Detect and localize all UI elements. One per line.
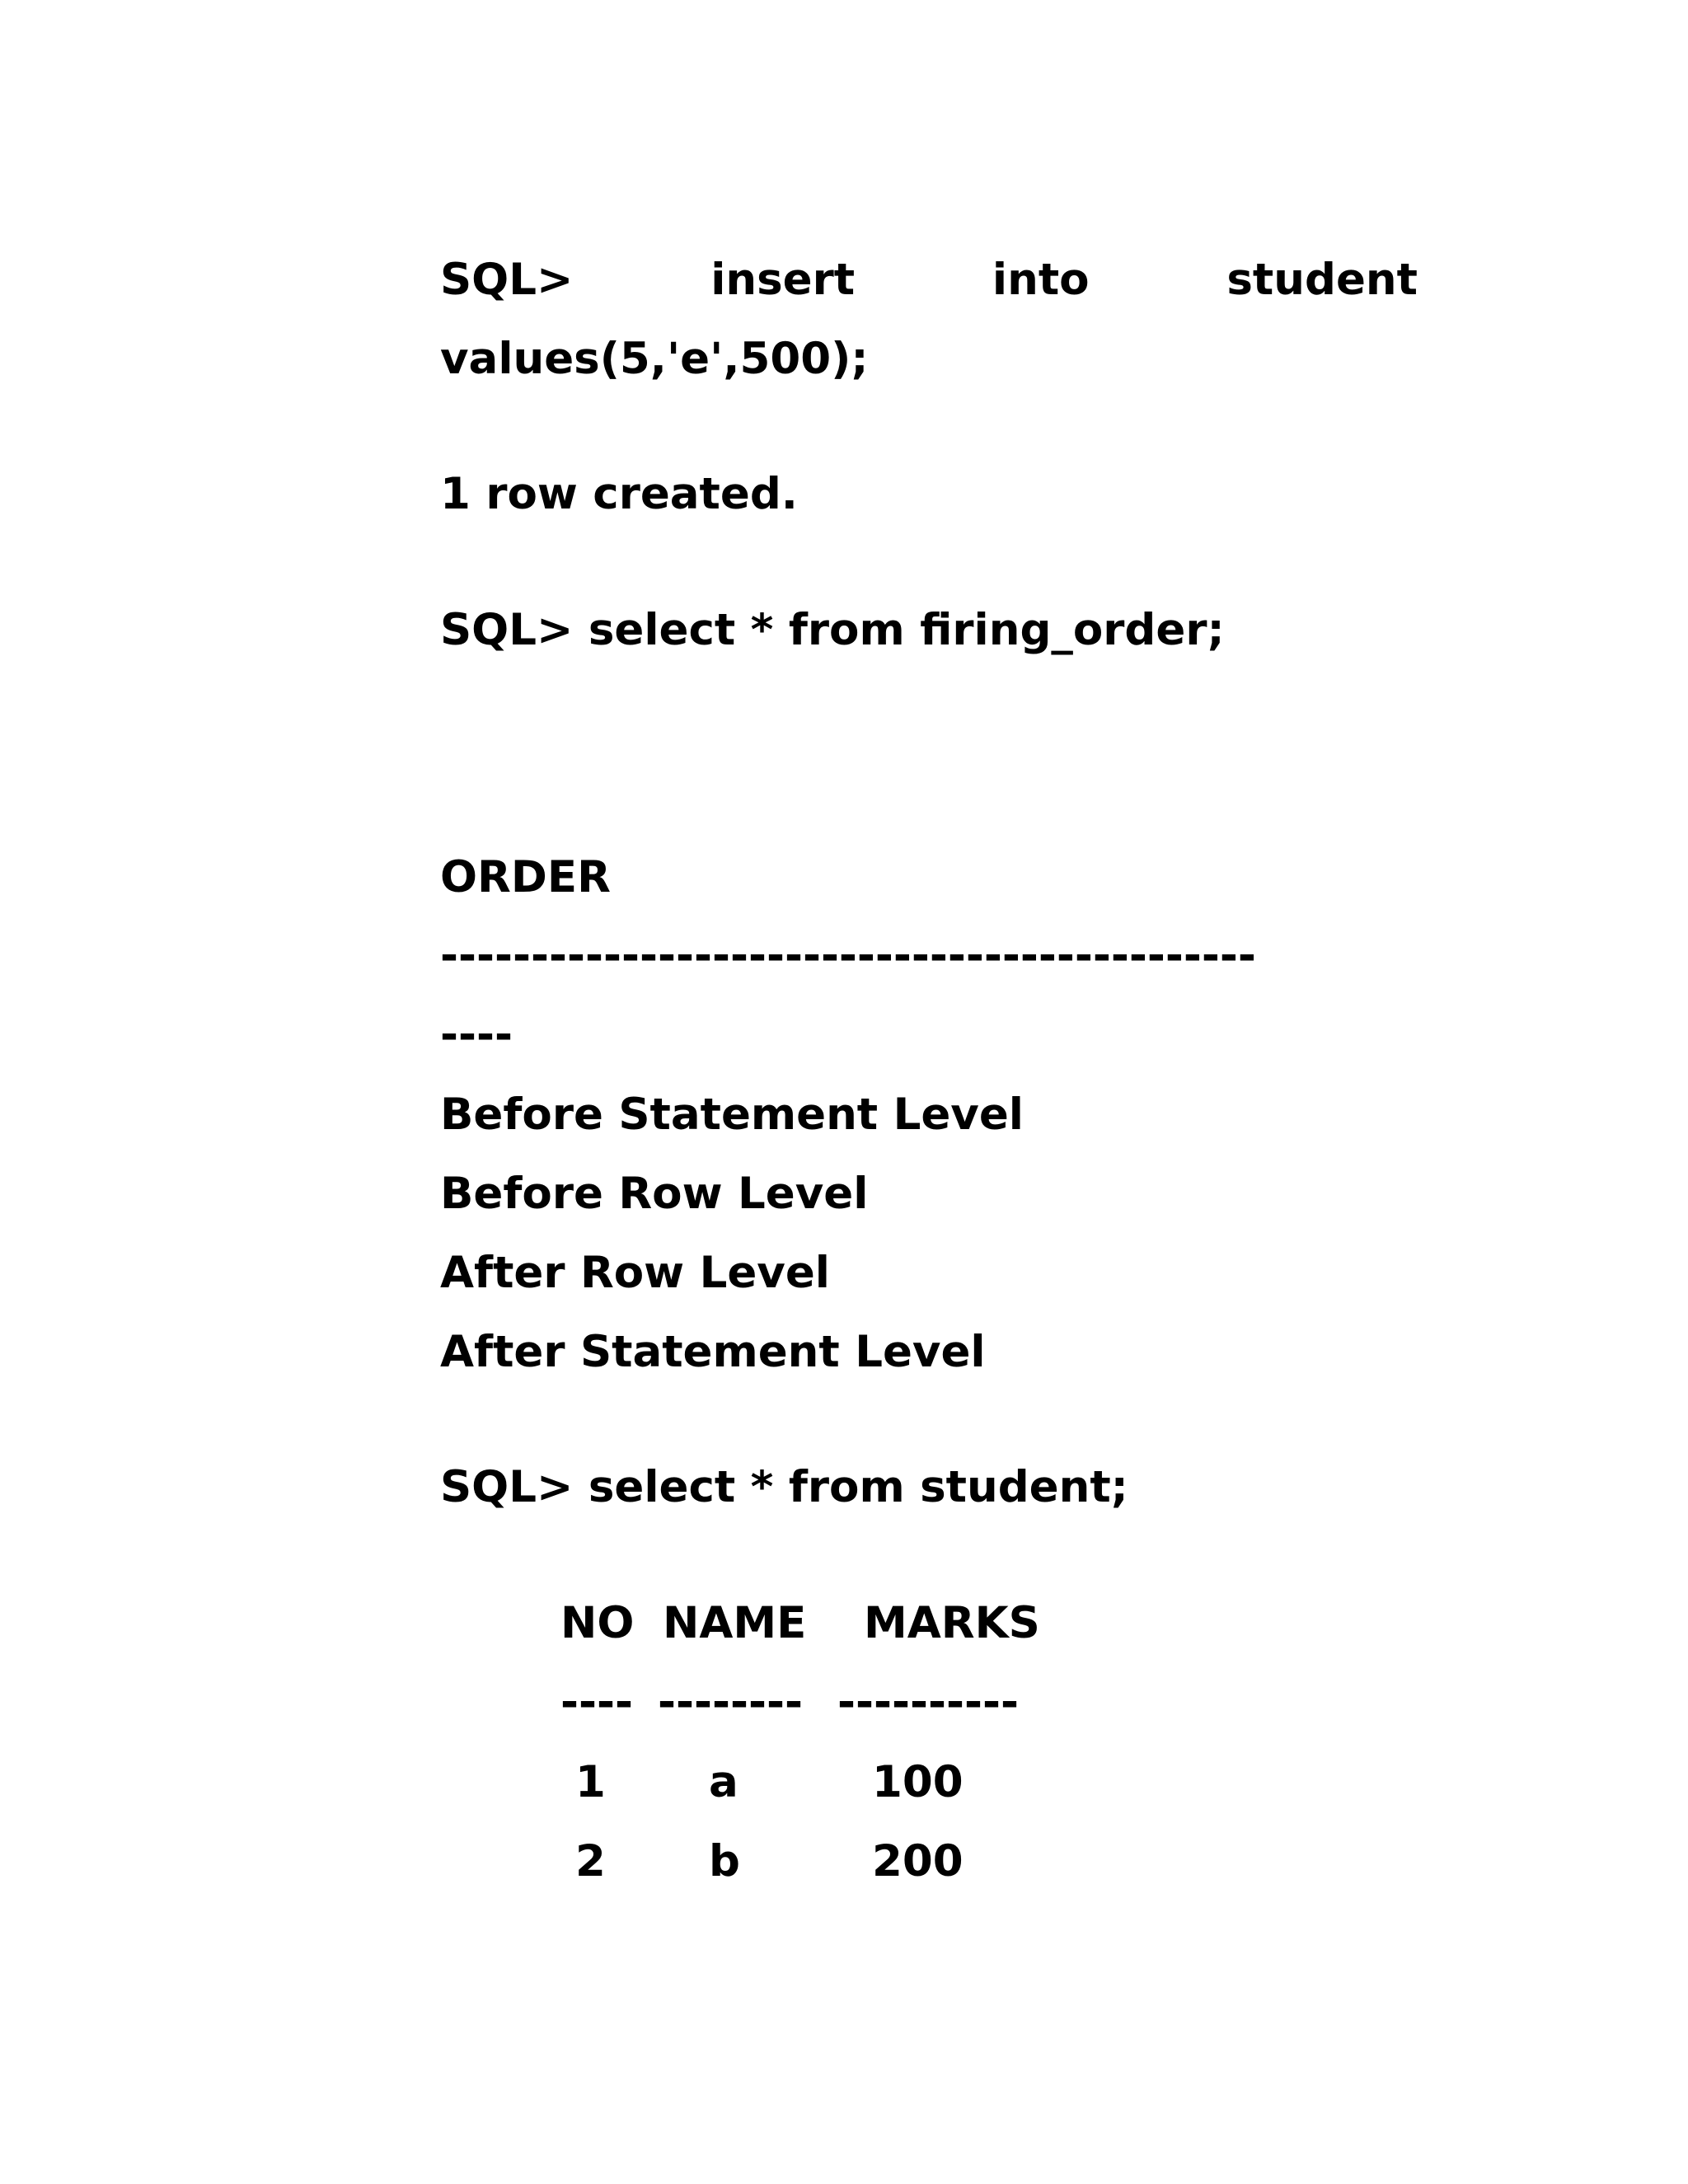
table-cell-marks: 200 <box>872 1836 964 1886</box>
order-header-rule-continuation: ---- <box>440 1010 513 1060</box>
insert-statement-line <box>440 254 1418 307</box>
order-column-header: ORDER <box>440 852 611 902</box>
table-rule-marks: ---------- <box>837 1677 1019 1727</box>
table-header-no: NO <box>560 1598 635 1648</box>
order-row: After Row Level <box>440 1248 830 1298</box>
order-header-rule: --------------------------------------------- <box>440 930 1256 981</box>
insert-word-3: into <box>992 255 1090 305</box>
insert-word-4: student <box>1226 255 1418 305</box>
table-rule-no: ---- <box>560 1677 633 1727</box>
insert-result: 1 row created. <box>440 469 798 519</box>
table-cell-name: a <box>709 1757 738 1807</box>
table-header-name: NAME <box>663 1598 807 1648</box>
table-cell-no: 2 <box>575 1836 606 1886</box>
table-cell-no: 1 <box>575 1757 606 1807</box>
table-header-marks: MARKS <box>864 1598 1040 1648</box>
order-row: Before Row Level <box>440 1169 869 1219</box>
order-row: Before Statement Level <box>440 1090 1024 1140</box>
select-firing-order-statement: SQL> select * from firing_order; <box>440 605 1225 655</box>
insert-word-2: insert <box>710 255 856 305</box>
order-row: After Statement Level <box>440 1327 986 1377</box>
table-cell-name: b <box>709 1836 740 1886</box>
insert-word-1: SQL> <box>440 255 574 305</box>
table-cell-marks: 100 <box>872 1757 964 1807</box>
select-student-statement: SQL> select * from student; <box>440 1462 1128 1512</box>
insert-statement-continuation: values(5,'e',500); <box>440 334 869 384</box>
table-rule-name: -------- <box>658 1677 803 1727</box>
